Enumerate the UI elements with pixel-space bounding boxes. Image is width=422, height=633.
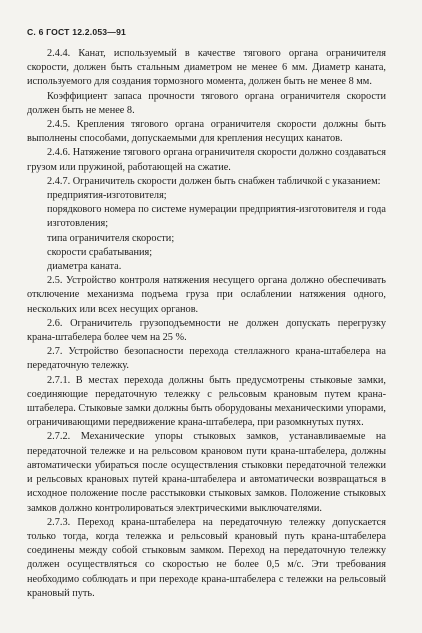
clause-2-4-4: 2.4.4. Канат, используемый в качестве тягового органа ограничителя скорости, должен быть стальным диаметром не менее 6 мм. Диаметр каната, используемого для создания тормозного момента, должен быть не менее 8 мм.	[27, 48, 386, 88]
plate-info-list	[27, 189, 386, 274]
clause-2-4-5: 2.4.5. Крепления тягового органа ограничителя скорости должны быть выполнены способами, допускаемыми для крепления несущих канатов.	[27, 119, 386, 145]
safety-factor-paragraph: Коэффициент запаса прочности тягового органа ограничителя скорости должен быть не менее 8.	[27, 90, 386, 116]
document-body	[27, 47, 386, 601]
list-item: предприятия-изготовителя;	[47, 190, 167, 202]
list-item: порядкового номера по системе нумерации предприятия-изготовителя и года изготовления;	[47, 204, 386, 230]
page-header: С. 6 ГОСТ 12.2.053—91	[27, 27, 127, 37]
list-item: скорости срабатывания;	[47, 246, 153, 258]
clause-2-7-3: 2.7.3. Переход крана-штабелера на передаточную тележку допускается только тогда, когда тележка и рельсовый крановый путь крана-штабелера соединены между собой стыковым замком. Переход на передаточную тележку должен осуществляться со скоростью не более 0,5 м/с. Эти требования необходимо соблюдать и при переходе крана-штабелера с тележки на рельсовый крановый путь.	[27, 516, 386, 599]
clause-2-4-7: 2.4.7. Ограничитель скорости должен быть снабжен табличкой с указанием:	[47, 175, 381, 187]
clause-2-6: 2.6. Ограничитель грузоподъемности не должен допускать перегрузку крана-штабелера более чем на 25 %.	[27, 317, 386, 344]
clause-2-7-1: 2.7.1. В местах перехода должны быть предусмотрены стыковые замки, соединяющие передаточную тележку с рельсовым крановым путем крана-штабелера. Стыковые замки должны быть оборудованы механическими упорами, ограничивающими передвижение крана-штабелера, при разомкнутых путях.	[27, 374, 386, 429]
clause-2-4-6: 2.4.6. Натяжение тягового органа ограничителя скорости должно создаваться грузом или пружиной, работающей на сжатие.	[27, 147, 386, 173]
clause-2-7-2: 2.7.2. Механические упоры стыковых замков, устанавливаемые на передаточной тележке и на рельсовом крановом пути крана-штабелера, должны автоматически убираться после осуществления стыковки передаточной тележки и рельсовых крановых путей крана-штабелера и автоматически возвращаться в исходное положение после расстыковки стыковых замков. Положение стыковых замков должно контролироваться электрическими выключателями.	[27, 431, 386, 514]
list-item: диаметра каната.	[47, 261, 122, 273]
list-item: типа ограничителя скорости;	[47, 232, 175, 244]
clause-2-7: 2.7. Устройство безопасности перехода стеллажного крана-штабелера на передаточную тележку.	[27, 346, 386, 372]
clause-2-5: 2.5. Устройство контроля натяжения несущего органа должно обеспечивать отключение механизма подъема груза при ослаблении натяжения одного, нескольких или всех несущих органов.	[27, 275, 386, 315]
